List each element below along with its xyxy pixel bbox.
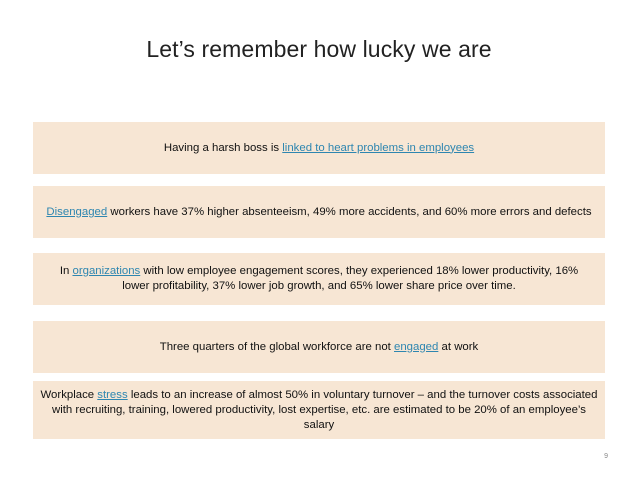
- fact-link-engaged[interactable]: engaged: [394, 340, 439, 353]
- fact-text: [39, 264, 599, 294]
- fact-box-engaged: [33, 321, 605, 373]
- fact-text-pre: In: [59, 265, 73, 277]
- fact-box-organizations: [33, 253, 605, 305]
- slide-title: Let’s remember how lucky we are: [146, 36, 492, 62]
- fact-link-organizations[interactable]: organizations: [72, 265, 141, 277]
- fact-link-heart-problems[interactable]: linked to heart problems in employees: [282, 141, 475, 154]
- fact-text: [39, 388, 599, 433]
- fact-text-post: workers have 37% higher absenteeism, 49% more accidents, and 60% more errors and defects: [107, 205, 592, 218]
- fact-text: [160, 340, 479, 355]
- fact-link-disengaged[interactable]: Disengaged: [46, 205, 108, 218]
- fact-text-pre: Having a harsh boss is: [163, 141, 283, 154]
- fact-text-pre: Workplace: [40, 388, 98, 401]
- fact-box-disengaged: [33, 186, 605, 238]
- fact-box-stress: [33, 381, 605, 439]
- fact-text-post: leads to an increase of almost 50% in voluntary turnover – and the turnover costs associated with recruiting, training, lowered productivity, lost expertise, etc. are estimated to be 20% of an employee’s salary: [52, 388, 598, 431]
- fact-text-post: with low employee engagement scores, they experienced 18% lower productivity, 16% lower profitability, 37% lower job growth, and 65% lower share price over time.: [122, 265, 579, 292]
- fact-text-pre: Three quarters of the global workforce are not: [159, 340, 394, 353]
- fact-text: [164, 141, 474, 156]
- fact-text: [46, 205, 591, 220]
- fact-link-stress[interactable]: stress: [97, 388, 128, 401]
- fact-text-post: at work: [438, 340, 479, 353]
- fact-box-harsh-boss: [33, 122, 605, 174]
- page-number: 9: [604, 453, 608, 460]
